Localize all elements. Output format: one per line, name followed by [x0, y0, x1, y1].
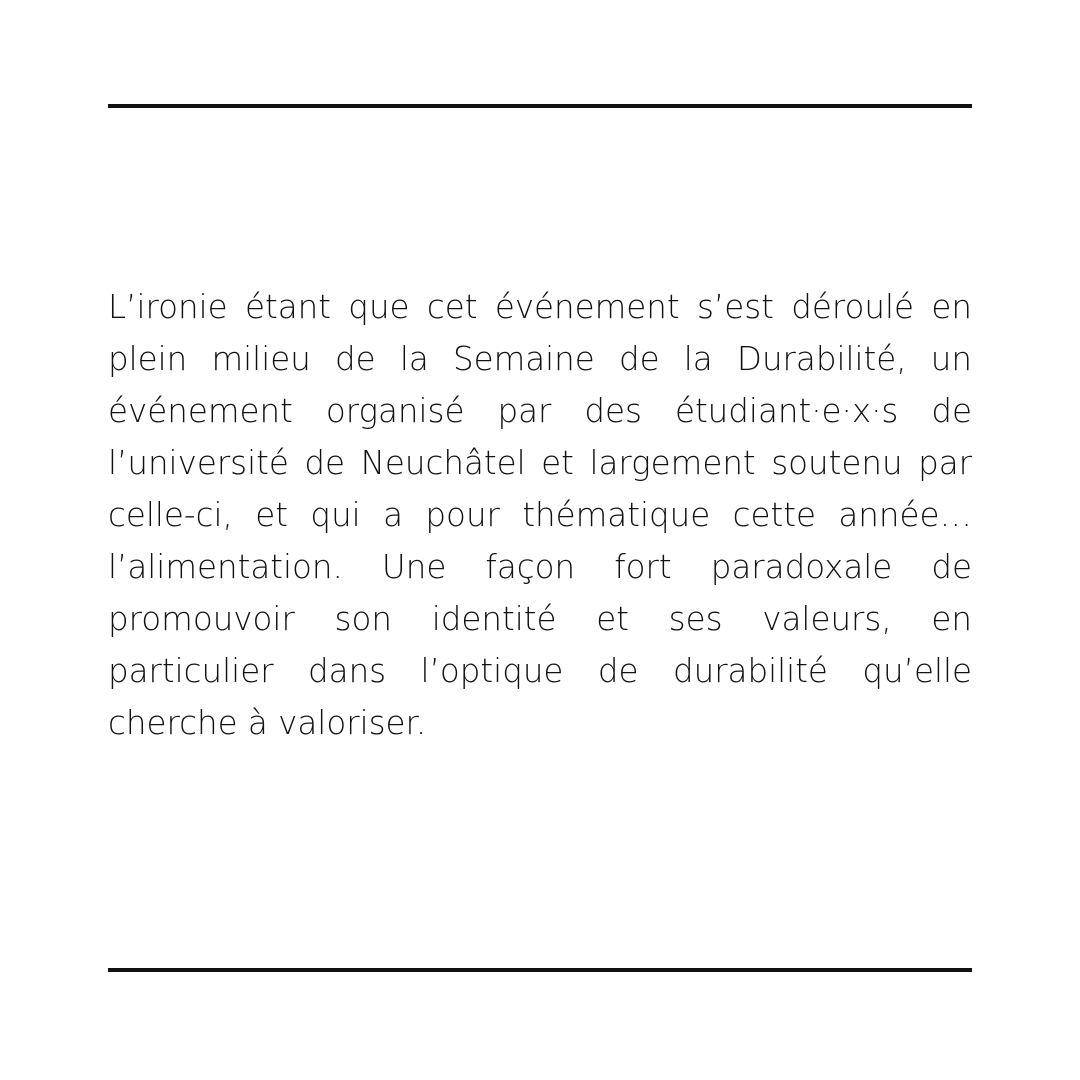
paragraph-line: promouvoir son identité et ses valeurs, en [108, 600, 972, 638]
paragraph-line: L’ironie étant que cet événement s’est déroulé en [108, 288, 972, 326]
top-divider [108, 104, 972, 108]
paragraph-line: particulier dans l’optique de durabilité qu’elle [108, 652, 972, 690]
paragraph-line: l’alimentation. Une façon fort paradoxale de [108, 548, 972, 586]
paragraph-line: cherche à valoriser. [108, 704, 427, 742]
bottom-divider [108, 968, 972, 972]
paragraph-line: plein milieu de la Semaine de la Durabilité, un [108, 340, 972, 378]
paragraph-line: événement organisé par des étudiant·e·x·s de [108, 392, 972, 430]
paragraph-line: l’université de Neuchâtel et largement soutenu par [108, 444, 972, 482]
paragraph-text [108, 281, 972, 749]
paragraph-line: celle-ci, et qui a pour thématique cette année… [108, 496, 972, 534]
